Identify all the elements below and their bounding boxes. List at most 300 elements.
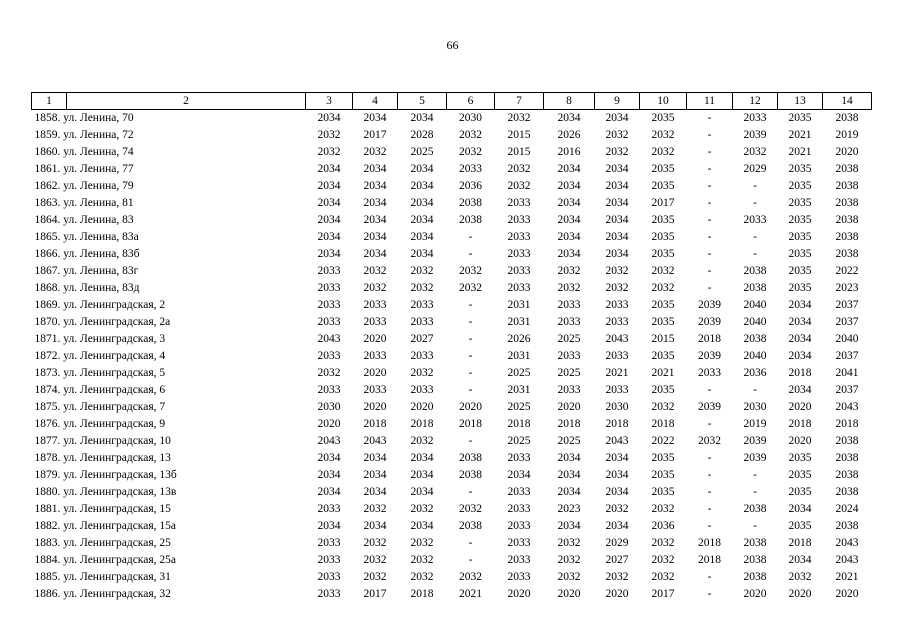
address-text: ул. Ленина, 72: [60, 129, 134, 141]
value-cell-col-14: 2038: [835, 452, 859, 464]
value-cell-col-5: 2020: [410, 401, 434, 413]
address-text: ул. Ленина, 83г: [60, 265, 139, 277]
address-text: ул. Ленина, 83б: [60, 248, 140, 260]
address-text: ул. Ленинградская, 2: [60, 299, 166, 311]
value-cell-col-13: 2035: [788, 214, 812, 226]
column-header-12: 12: [733, 93, 778, 110]
row-number: 1861.: [34, 163, 61, 175]
value-cell-col-11: 2018: [698, 333, 721, 345]
value-cell-col-10: 2035: [651, 248, 675, 260]
value-cell-col-14: 2037: [835, 316, 859, 328]
value-cell-col-12: 2033: [743, 112, 767, 124]
row-number: 1878.: [34, 452, 61, 464]
address-cell: [32, 195, 306, 212]
value-cell-col-9: 2043: [605, 435, 629, 447]
value-cell-col-12: 2039: [743, 129, 767, 141]
value-cell-col-13: 2018: [788, 537, 812, 549]
value-cell-col-14: 2020: [835, 588, 859, 600]
value-cell-col-14: 2041: [835, 367, 859, 379]
value-cell-col-10: 2035: [651, 316, 675, 328]
value-cell-col-4: 2020: [363, 333, 387, 345]
value-cell-col-12: 2038: [743, 554, 767, 566]
address-text: ул. Ленинградская, 13: [60, 452, 171, 464]
value-cell-col-12: 2029: [743, 163, 767, 175]
value-cell-col-6: 2038: [459, 197, 482, 209]
row-number: 1882.: [34, 520, 61, 532]
value-cell-col-10: 2018: [651, 418, 675, 430]
row-number: 1886.: [34, 588, 61, 600]
value-cell-col-3: 2034: [317, 520, 341, 532]
value-cell-col-12: 2038: [743, 503, 767, 515]
value-cell-col-14: 2037: [835, 350, 859, 362]
value-cell-col-9: 2034: [605, 231, 629, 243]
value-cell-col-3: 2030: [317, 401, 341, 413]
table-row: [32, 178, 872, 195]
table-row: [32, 246, 872, 263]
value-cell-col-4: 2034: [363, 163, 387, 175]
value-cell-col-8: 2033: [557, 350, 581, 362]
value-cell-col-7: 2031: [507, 299, 531, 311]
address-cell: [32, 331, 306, 348]
value-cell-col-10: 2032: [651, 282, 675, 294]
value-cell-col-8: 2025: [557, 333, 581, 345]
value-cell-col-14: 2038: [835, 163, 859, 175]
column-header-6: 6: [447, 93, 495, 110]
table-row: [32, 501, 872, 518]
table-row: [32, 535, 872, 552]
address-text: ул. Ленина, 83: [60, 214, 134, 226]
value-cell-col-8: 2033: [557, 316, 581, 328]
value-cell-col-7: 2025: [507, 401, 531, 413]
value-cell-col-6: -: [468, 316, 473, 328]
value-cell-col-3: 2032: [317, 146, 341, 158]
value-cell-col-9: 2027: [605, 554, 629, 566]
value-cell-col-5: 2034: [410, 112, 434, 124]
address-cell: [32, 110, 306, 128]
value-cell-col-7: 2031: [507, 350, 531, 362]
address-cell: [32, 348, 306, 365]
value-cell-col-3: 2033: [317, 554, 341, 566]
value-cell-col-6: 2032: [459, 571, 482, 583]
value-cell-col-11: -: [707, 197, 712, 209]
row-number: 1883.: [34, 537, 61, 549]
value-cell-col-4: 2034: [363, 112, 387, 124]
value-cell-col-8: 2033: [557, 384, 581, 396]
address-cell: [32, 501, 306, 518]
value-cell-col-11: -: [707, 571, 712, 583]
value-cell-col-4: 2032: [363, 503, 387, 515]
address-cell: [32, 433, 306, 450]
value-cell-col-9: 2034: [605, 452, 629, 464]
value-cell-col-6: -: [468, 231, 473, 243]
table-row: [32, 314, 872, 331]
value-cell-col-5: 2032: [410, 537, 434, 549]
value-cell-col-9: 2032: [605, 571, 629, 583]
address-cell: [32, 416, 306, 433]
table-row: [32, 348, 872, 365]
value-cell-col-8: 2026: [557, 129, 581, 141]
value-cell-col-5: 2034: [410, 163, 434, 175]
value-cell-col-5: 2032: [410, 554, 434, 566]
table-row: [32, 110, 872, 128]
value-cell-col-7: 2033: [507, 503, 531, 515]
value-cell-col-6: 2036: [459, 180, 482, 192]
value-cell-col-9: 2032: [605, 503, 629, 515]
value-cell-col-7: 2018: [507, 418, 531, 430]
value-cell-col-11: -: [707, 418, 712, 430]
value-cell-col-5: 2018: [410, 588, 434, 600]
address-cell: [32, 178, 306, 195]
value-cell-col-12: 2038: [743, 265, 767, 277]
column-header-7: 7: [495, 93, 544, 110]
value-cell-col-13: 2034: [788, 333, 812, 345]
value-cell-col-14: 2037: [835, 299, 859, 311]
value-cell-col-13: 2035: [788, 265, 812, 277]
value-cell-col-13: 2035: [788, 452, 812, 464]
value-cell-col-4: 2033: [363, 384, 387, 396]
column-header-1: 1: [32, 93, 67, 110]
value-cell-col-8: 2032: [557, 282, 581, 294]
column-header-9: 9: [595, 93, 640, 110]
column-header-14: 14: [823, 93, 872, 110]
row-number: 1865.: [34, 231, 61, 243]
value-cell-col-9: 2034: [605, 520, 629, 532]
value-cell-col-13: 2034: [788, 554, 812, 566]
value-cell-col-12: -: [753, 248, 757, 260]
value-cell-col-12: 2038: [743, 282, 767, 294]
value-cell-col-9: 2034: [605, 248, 629, 260]
value-cell-col-6: 2030: [459, 112, 482, 124]
row-number: 1873.: [34, 367, 61, 379]
address-text: ул. Ленинградская, 13б: [60, 469, 177, 481]
value-cell-col-5: 2018: [410, 418, 434, 430]
value-cell-col-14: 2038: [835, 435, 859, 447]
value-cell-col-8: 2034: [557, 214, 581, 226]
address-cell: [32, 569, 306, 586]
value-cell-col-14: 2037: [835, 384, 859, 396]
value-cell-col-8: 2025: [557, 367, 581, 379]
value-cell-col-8: 2034: [557, 469, 581, 481]
address-cell: [32, 484, 306, 501]
value-cell-col-5: 2034: [410, 197, 434, 209]
value-cell-col-3: 2034: [317, 214, 341, 226]
value-cell-col-3: 2034: [317, 163, 341, 175]
value-cell-col-4: 2034: [363, 197, 387, 209]
value-cell-col-8: 2032: [557, 554, 581, 566]
value-cell-col-14: 2043: [835, 401, 859, 413]
table-row: [32, 297, 872, 314]
value-cell-col-10: 2017: [651, 588, 675, 600]
value-cell-col-10: 2032: [651, 129, 675, 141]
value-cell-col-5: 2033: [410, 384, 434, 396]
value-cell-col-9: 2032: [605, 146, 629, 158]
value-cell-col-5: 2027: [410, 333, 434, 345]
value-cell-col-9: 2032: [605, 129, 629, 141]
address-cell: [32, 382, 306, 399]
value-cell-col-11: -: [707, 248, 712, 260]
row-number: 1867.: [34, 265, 61, 277]
row-number: 1874.: [34, 384, 61, 396]
value-cell-col-7: 2032: [507, 112, 531, 124]
table-row: [32, 263, 872, 280]
value-cell-col-13: 2035: [788, 112, 812, 124]
value-cell-col-9: 2030: [605, 401, 629, 413]
value-cell-col-7: 2033: [507, 214, 531, 226]
row-number: 1864.: [34, 214, 61, 226]
column-header-8: 8: [544, 93, 595, 110]
value-cell-col-11: -: [707, 588, 712, 600]
address-text: ул. Ленинградская, 10: [60, 435, 171, 447]
value-cell-col-14: 2038: [835, 469, 859, 481]
column-header-3: 3: [306, 93, 353, 110]
value-cell-col-7: 2033: [507, 452, 531, 464]
value-cell-col-6: 2038: [459, 469, 482, 481]
address-text: ул. Ленина, 81: [60, 197, 134, 209]
value-cell-col-4: 2032: [363, 537, 387, 549]
row-number: 1881.: [34, 503, 61, 515]
table-row: [32, 467, 872, 484]
row-number: 1859.: [34, 129, 61, 141]
value-cell-col-12: 2038: [743, 333, 767, 345]
value-cell-col-9: 2043: [605, 333, 629, 345]
row-number: 1869.: [34, 299, 61, 311]
value-cell-col-6: 2032: [459, 129, 482, 141]
value-cell-col-8: 2016: [557, 146, 581, 158]
row-number: 1870.: [34, 316, 61, 328]
value-cell-col-9: 2033: [605, 316, 629, 328]
value-cell-col-14: 2038: [835, 248, 859, 260]
value-cell-col-4: 2034: [363, 214, 387, 226]
value-cell-col-10: 2017: [651, 197, 675, 209]
row-number: 1862.: [34, 180, 61, 192]
address-text: ул. Ленинградская, 31: [60, 571, 171, 583]
value-cell-col-11: -: [707, 469, 712, 481]
value-cell-col-14: 2038: [835, 197, 859, 209]
value-cell-col-5: 2033: [410, 316, 434, 328]
value-cell-col-3: 2033: [317, 588, 341, 600]
value-cell-col-10: 2035: [651, 214, 675, 226]
value-cell-col-11: -: [707, 180, 712, 192]
value-cell-col-7: 2033: [507, 571, 531, 583]
value-cell-col-4: 2034: [363, 469, 387, 481]
value-cell-col-13: 2035: [788, 163, 812, 175]
value-cell-col-13: 2021: [788, 146, 812, 158]
value-cell-col-12: 2040: [743, 316, 767, 328]
value-cell-col-6: 2032: [459, 282, 482, 294]
value-cell-col-9: 2034: [605, 180, 629, 192]
address-cell: [32, 365, 306, 382]
value-cell-col-13: 2020: [788, 435, 812, 447]
value-cell-col-3: 2034: [317, 112, 341, 124]
value-cell-col-14: 2038: [835, 112, 859, 124]
value-cell-col-4: 2032: [363, 571, 387, 583]
address-cell: [32, 212, 306, 229]
value-cell-col-12: -: [753, 180, 757, 192]
column-header-10: 10: [640, 93, 687, 110]
value-cell-col-5: 2034: [410, 520, 434, 532]
value-cell-col-6: 2018: [459, 418, 482, 430]
value-cell-col-4: 2020: [363, 367, 387, 379]
value-cell-col-7: 2033: [507, 486, 531, 498]
value-cell-col-11: -: [707, 503, 712, 515]
address-text: ул. Ленинградская, 25: [60, 537, 171, 549]
address-cell: [32, 467, 306, 484]
value-cell-col-8: 2023: [557, 503, 581, 515]
value-cell-col-11: 2039: [698, 350, 721, 362]
value-cell-col-5: 2034: [410, 231, 434, 243]
value-cell-col-6: 2032: [459, 503, 482, 515]
value-cell-col-5: 2032: [410, 367, 434, 379]
value-cell-col-5: 2034: [410, 248, 434, 260]
value-cell-col-13: 2020: [788, 588, 812, 600]
value-cell-col-4: 2033: [363, 350, 387, 362]
value-cell-col-12: -: [753, 384, 757, 396]
value-cell-col-7: 2015: [507, 129, 531, 141]
value-cell-col-11: -: [707, 265, 712, 277]
address-text: ул. Ленинградская, 3: [60, 333, 166, 345]
address-text: ул. Ленинградская, 5: [60, 367, 166, 379]
value-cell-col-7: 2020: [507, 588, 531, 600]
row-number: 1860.: [34, 146, 61, 158]
value-cell-col-5: 2028: [410, 129, 434, 141]
address-cell: [32, 586, 306, 603]
value-cell-col-3: 2033: [317, 384, 341, 396]
value-cell-col-5: 2034: [410, 486, 434, 498]
value-cell-col-9: 2034: [605, 486, 629, 498]
value-cell-col-11: -: [707, 146, 712, 158]
value-cell-col-5: 2034: [410, 214, 434, 226]
value-cell-col-14: 2038: [835, 231, 859, 243]
value-cell-col-3: 2033: [317, 265, 341, 277]
table-row: [32, 399, 872, 416]
table-row: [32, 127, 872, 144]
address-cell: [32, 161, 306, 178]
value-cell-col-14: 2043: [835, 537, 859, 549]
value-cell-col-5: 2025: [410, 146, 434, 158]
table-row: [32, 416, 872, 433]
value-cell-col-9: 2032: [605, 282, 629, 294]
value-cell-col-6: -: [468, 435, 473, 447]
value-cell-col-8: 2034: [557, 248, 581, 260]
value-cell-col-13: 2035: [788, 486, 812, 498]
value-cell-col-14: 2021: [835, 571, 859, 583]
value-cell-col-4: 2034: [363, 486, 387, 498]
table-row: [32, 586, 872, 603]
value-cell-col-6: 2038: [459, 214, 482, 226]
value-cell-col-12: 2038: [743, 537, 767, 549]
value-cell-col-13: 2035: [788, 469, 812, 481]
column-header-5: 5: [398, 93, 447, 110]
value-cell-col-4: 2020: [363, 401, 387, 413]
value-cell-col-11: -: [707, 163, 712, 175]
value-cell-col-10: 2035: [651, 180, 675, 192]
value-cell-col-6: -: [468, 333, 473, 345]
value-cell-col-12: 2039: [743, 452, 767, 464]
value-cell-col-14: 2018: [835, 418, 859, 430]
value-cell-col-10: 2035: [651, 384, 675, 396]
value-cell-col-14: 2040: [835, 333, 859, 345]
address-cell: [32, 127, 306, 144]
value-cell-col-3: 2034: [317, 452, 341, 464]
value-cell-col-3: 2033: [317, 571, 341, 583]
value-cell-col-14: 2023: [835, 282, 859, 294]
value-cell-col-3: 2033: [317, 282, 341, 294]
value-cell-col-6: 2038: [459, 520, 482, 532]
value-cell-col-10: 2032: [651, 146, 675, 158]
value-cell-col-13: 2018: [788, 418, 812, 430]
value-cell-col-8: 2032: [557, 537, 581, 549]
address-text: ул. Ленина, 77: [60, 163, 134, 175]
value-cell-col-7: 2033: [507, 537, 531, 549]
value-cell-col-12: 2033: [743, 214, 767, 226]
value-cell-col-10: 2032: [651, 401, 675, 413]
value-cell-col-9: 2029: [605, 537, 629, 549]
value-cell-col-13: 2035: [788, 520, 812, 532]
value-cell-col-12: 2036: [743, 367, 767, 379]
value-cell-col-7: 2031: [507, 384, 531, 396]
value-cell-col-11: -: [707, 214, 712, 226]
value-cell-col-11: 2033: [698, 367, 721, 379]
value-cell-col-10: 2015: [651, 333, 675, 345]
column-header-4: 4: [353, 93, 398, 110]
value-cell-col-14: 2038: [835, 486, 859, 498]
value-cell-col-5: 2034: [410, 180, 434, 192]
value-cell-col-4: 2017: [363, 588, 387, 600]
table-row: [32, 569, 872, 586]
value-cell-col-10: 2035: [651, 469, 675, 481]
value-cell-col-9: 2034: [605, 469, 629, 481]
row-number: 1879.: [34, 469, 61, 481]
value-cell-col-7: 2025: [507, 367, 531, 379]
value-cell-col-11: -: [707, 486, 712, 498]
value-cell-col-7: 2015: [507, 146, 531, 158]
value-cell-col-13: 2034: [788, 316, 812, 328]
value-cell-col-5: 2033: [410, 350, 434, 362]
value-cell-col-6: -: [468, 367, 473, 379]
row-number: 1863.: [34, 197, 61, 209]
address-cell: [32, 229, 306, 246]
value-cell-col-14: 2022: [835, 265, 859, 277]
value-cell-col-10: 2035: [651, 231, 675, 243]
value-cell-col-9: 2032: [605, 265, 629, 277]
value-cell-col-9: 2033: [605, 384, 629, 396]
address-text: ул. Ленинградская, 6: [60, 384, 166, 396]
value-cell-col-8: 2034: [557, 163, 581, 175]
column-header-11: 11: [687, 93, 733, 110]
value-cell-col-11: 2039: [698, 299, 721, 311]
value-cell-col-14: 2020: [835, 146, 859, 158]
value-cell-col-3: 2033: [317, 503, 341, 515]
value-cell-col-8: 2034: [557, 520, 581, 532]
address-cell: [32, 144, 306, 161]
value-cell-col-11: -: [707, 384, 712, 396]
value-cell-col-10: 2032: [651, 503, 675, 515]
data-table: [31, 92, 872, 603]
value-cell-col-13: 2020: [788, 401, 812, 413]
value-cell-col-10: 2032: [651, 554, 675, 566]
address-text: ул. Ленина, 79: [60, 180, 134, 192]
value-cell-col-3: 2032: [317, 367, 341, 379]
address-cell: [32, 297, 306, 314]
value-cell-col-4: 2034: [363, 452, 387, 464]
address-cell: [32, 399, 306, 416]
address-text: ул. Ленина, 70: [60, 112, 134, 124]
value-cell-col-3: 2034: [317, 469, 341, 481]
value-cell-col-3: 2033: [317, 350, 341, 362]
table-row: [32, 450, 872, 467]
value-cell-col-13: 2032: [788, 571, 812, 583]
value-cell-col-11: 2018: [698, 554, 721, 566]
